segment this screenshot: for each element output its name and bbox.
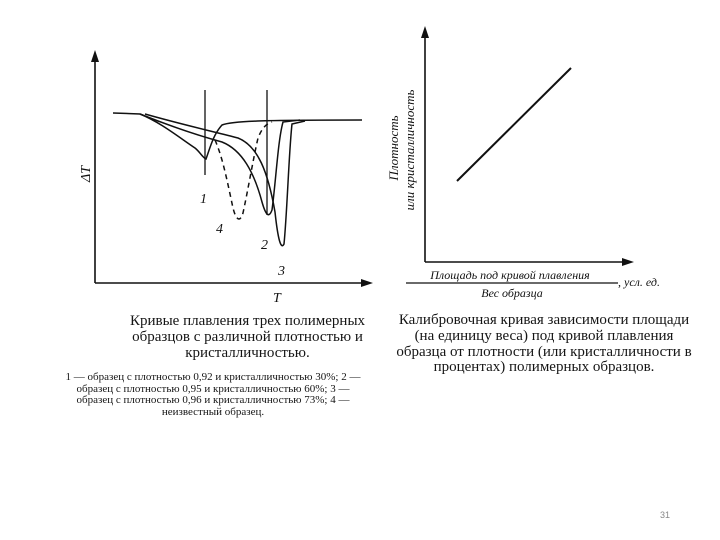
calibration-line: [457, 68, 571, 181]
curve-label-3: 3: [278, 264, 285, 279]
right-caption: Калибровочная кривая зависимости площади (на единицу веса) под кривой плавления образца от плотности (или кристалличности в процентах) полимерных образцов.: [396, 312, 692, 376]
x-axis-label-numerator: Площадь под кривой плавления: [430, 268, 590, 282]
x-axis-label: T: [273, 291, 281, 306]
curve-label-1: 1: [200, 192, 207, 207]
curve-label-4: 4: [216, 222, 223, 237]
calibration-plot: [380, 0, 720, 310]
left-caption-title: Кривые плавления трех полимерных образцов с различной плотностью и кристалличностью.: [129, 313, 366, 361]
melting-curves-plot: [0, 0, 380, 310]
x-axis-arrow: [361, 279, 373, 287]
y-axis-label: ΔT: [79, 165, 94, 182]
y-axis-arrow: [421, 26, 429, 38]
x-axis-arrow: [622, 258, 634, 266]
y-axis-label-line2: или кристалличность: [402, 89, 417, 211]
x-axis-label-denominator: Вес образца: [481, 286, 543, 300]
curve-label-2: 2: [261, 238, 268, 253]
melting-curve-2: [140, 114, 300, 215]
x-axis-unit: , усл. ед.: [618, 275, 660, 289]
y-axis-arrow: [91, 50, 99, 62]
left-caption-note: 1 — образец с плотностью 0,92 и кристалличностью 30%; 2 — образец с плотностью 0,95 и кристалличностью 60%; 3 — образец с плотностью 0,96 и кристалличностью 73%; 4 — неизвестный образец.: [65, 371, 361, 418]
y-axis-label-line1: Плотность: [386, 115, 401, 181]
page-number: 31: [660, 510, 671, 520]
